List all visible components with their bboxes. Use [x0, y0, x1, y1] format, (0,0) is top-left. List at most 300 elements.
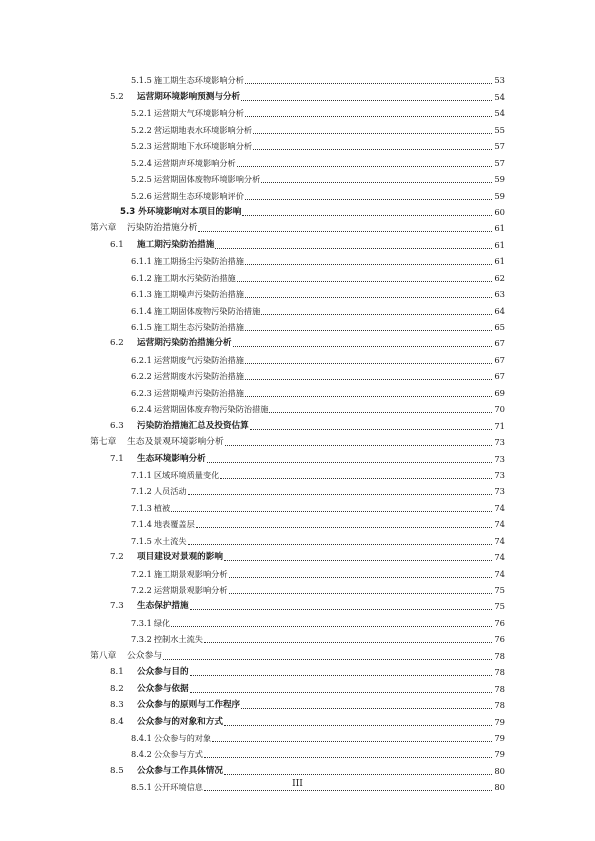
toc-entry-number: 5.2.3: [131, 141, 152, 152]
dot-leader: [242, 214, 492, 216]
toc-entry-label: [131, 584, 228, 597]
toc-entry-title: 公众参与的原则与工作程序: [137, 700, 241, 711]
dot-leader: [261, 313, 492, 315]
toc-entry-page: 63: [494, 289, 505, 300]
toc-entry-title: 运营期废水污染防治措施: [153, 371, 244, 382]
toc-entry-label: [110, 699, 240, 712]
toc-entry-page: 80: [494, 765, 505, 776]
toc-entry-number: 6.2.1: [131, 354, 152, 365]
toc-entry-number: 6.1.1: [131, 256, 152, 267]
toc-entry-page: 67: [494, 371, 505, 382]
toc-entry-page: 73: [494, 437, 505, 448]
toc-entry-number: 7.2: [110, 552, 124, 563]
toc-entry-page: 73: [494, 453, 505, 464]
toc-subsection-row[interactable]: [0, 285, 595, 301]
toc-entry-number: 6.1: [110, 239, 124, 250]
toc-entry-number: 5.2.6: [131, 190, 152, 201]
toc-entry-page: 57: [494, 157, 505, 168]
toc-entry-label: [131, 173, 260, 186]
toc-entry: [131, 71, 505, 87]
toc-entry-label: [131, 272, 236, 285]
toc-entry-page: 79: [494, 716, 505, 727]
dot-leader: [198, 230, 492, 232]
toc-entry: [110, 449, 505, 465]
toc-entry-title: 区域环境质量变化: [153, 469, 220, 480]
toc-entry: [131, 120, 505, 136]
toc-entry-title: 公众参与工作具体情况: [137, 765, 223, 776]
toc-entry-number: 第七章: [90, 437, 117, 448]
toc-entry-page: 54: [494, 108, 505, 119]
toc-entry-page: 75: [494, 601, 505, 612]
toc-entry-page: 78: [494, 650, 505, 661]
toc-entry-label: [131, 370, 244, 383]
toc-chapter-row[interactable]: [0, 219, 595, 235]
dot-leader: [224, 773, 492, 775]
toc-chapter-row[interactable]: [0, 646, 595, 662]
dot-leader: [245, 115, 492, 117]
toc-entry-title: 生态及景观环境影响分析: [127, 437, 224, 448]
toc-entry-title: 运营期环境影响预测与分析: [137, 91, 241, 102]
toc-entry-title: 运营期噪声污染防治措施: [153, 387, 244, 398]
toc-entry-number: 7.3: [110, 601, 124, 612]
toc-entry-page: 79: [494, 732, 505, 743]
toc-entry-title: 营运期地表水环境影响分析: [153, 124, 253, 135]
toc-entry-label: [131, 535, 187, 548]
toc-entry: [131, 137, 505, 153]
toc-section-row[interactable]: [0, 334, 595, 350]
dot-leader: [245, 395, 492, 397]
dot-leader: [220, 477, 492, 479]
dot-leader: [237, 280, 492, 282]
toc-entry-number: 6.2: [110, 338, 124, 349]
toc-entry-number: 5.2.2: [131, 124, 152, 135]
toc-entry-title: 施工期水污染防治措施: [153, 272, 236, 283]
toc-entry-label: [131, 140, 252, 153]
dot-leader: [225, 444, 492, 446]
toc-entry-label: [110, 666, 189, 679]
toc-entry-page: 69: [494, 387, 505, 398]
toc-subsection-row[interactable]: [0, 613, 595, 629]
toc-entry-label: [120, 206, 241, 219]
dot-leader: [237, 165, 492, 167]
toc-entry: [110, 679, 505, 695]
toc-entry: [131, 268, 505, 284]
dot-leader: [241, 707, 492, 709]
toc-entry-title: 施工期扬尘污染防治措施: [153, 256, 244, 267]
toc-entry-number: 5.2.1: [131, 108, 152, 119]
toc-section-row[interactable]: [0, 679, 595, 695]
toc-subsection-row[interactable]: [0, 252, 595, 268]
toc-subsection-row[interactable]: [0, 268, 595, 284]
toc-entry-title: 生态环境影响分析: [137, 453, 206, 464]
page-number: III: [292, 779, 303, 789]
toc-entry-title: 地表覆盖层: [153, 519, 195, 530]
toc-entry-label: [131, 403, 268, 416]
toc-entry-title: 公众参与的对象和方式: [137, 716, 223, 727]
toc-section-row[interactable]: [0, 712, 595, 728]
toc-subsection-row[interactable]: [0, 137, 595, 153]
toc-entry-title: 公众参与依据: [137, 683, 189, 694]
toc-entry-title: 运营期固体废弃物污染防治措施: [153, 404, 269, 415]
toc-entry-label: [110, 420, 249, 433]
toc-entry-label: [90, 650, 162, 663]
toc-entry-label: [131, 354, 244, 367]
toc-entry-title: 施工期噪声污染防治措施: [153, 289, 244, 300]
dot-leader: [245, 378, 492, 380]
toc-entry: [131, 285, 505, 301]
toc-entry-number: 8.5.1: [131, 782, 152, 793]
table-of-contents: [0, 71, 595, 794]
toc-subsection-row[interactable]: [0, 630, 595, 646]
dot-leader: [204, 641, 492, 643]
toc-entry-page: 80: [494, 782, 505, 793]
toc-section-row[interactable]: [0, 87, 595, 103]
toc-entry-label: [131, 255, 244, 268]
toc-entry-label: [131, 124, 252, 137]
toc-entry-page: 74: [494, 519, 505, 530]
toc-subsection-row[interactable]: [0, 400, 595, 416]
toc-section-row[interactable]: [0, 449, 595, 465]
toc-entry-page: 78: [494, 683, 505, 694]
toc-entry: [110, 761, 505, 777]
toc-subsection-row[interactable]: [0, 498, 595, 514]
toc-entry-page: 61: [494, 223, 505, 234]
dot-leader: [253, 132, 492, 134]
toc-entry-label: [131, 107, 244, 120]
toc-entry-page: 74: [494, 568, 505, 579]
toc-entry: [131, 729, 505, 745]
dot-leader: [269, 411, 492, 413]
toc-entry-page: 57: [494, 141, 505, 152]
toc-entry-number: 7.1: [110, 453, 124, 464]
toc-entry-number: 6.1.3: [131, 289, 152, 300]
toc-entry: [131, 498, 505, 514]
dot-leader: [215, 247, 492, 249]
dot-leader: [171, 625, 492, 627]
toc-entry: [131, 745, 505, 761]
toc-entry-title: 水土流失: [153, 535, 187, 546]
toc-entry-page: 74: [494, 502, 505, 513]
toc-entry: [110, 416, 505, 432]
toc-entry-title: 公众参与方式: [153, 749, 203, 760]
toc-subsection-row[interactable]: [0, 564, 595, 580]
toc-entry: [131, 564, 505, 580]
toc-entry-page: 61: [494, 239, 505, 250]
toc-entry-number: 7.2.1: [131, 568, 152, 579]
toc-entry: [120, 203, 505, 219]
toc-entry-title: 公众参与目的: [137, 667, 189, 678]
toc-entry-page: 78: [494, 700, 505, 711]
toc-entry-page: 54: [494, 91, 505, 102]
dot-leader: [188, 493, 492, 495]
toc-entry-title: 施工期污染防治措施: [137, 239, 215, 250]
toc-entry-label: [131, 502, 170, 515]
dot-leader: [245, 198, 492, 200]
dot-leader: [245, 263, 492, 265]
toc-subsection-row[interactable]: [0, 301, 595, 317]
toc-entry: [110, 696, 505, 712]
toc-entry-number: 5.2.4: [131, 157, 152, 168]
toc-entry-page: 76: [494, 617, 505, 628]
toc-subsection-row[interactable]: [0, 153, 595, 169]
toc-entry-number: 7.3.1: [131, 617, 152, 628]
toc-entry-label: [110, 683, 189, 696]
toc-entry-title: 公众参与的对象: [153, 732, 212, 743]
toc-entry-title: 项目建设对景观的影响: [137, 552, 223, 563]
dot-leader: [190, 674, 492, 676]
toc-entry-label: [131, 321, 244, 334]
toc-entry-number: 6.2.2: [131, 371, 152, 382]
toc-entry: [131, 613, 505, 629]
toc-entry-label: [90, 436, 224, 449]
toc-subsection-row[interactable]: [0, 71, 595, 87]
toc-entry: [110, 235, 505, 251]
toc-entry-page: 59: [494, 174, 505, 185]
toc-entry: [131, 466, 505, 482]
toc-entry-page: 74: [494, 535, 505, 546]
toc-entry: [110, 548, 505, 564]
toc-entry-title: 运营期固体废物环境影响分析: [153, 174, 261, 185]
dot-leader: [245, 296, 492, 298]
toc-entry-number: 第六章: [90, 223, 117, 234]
toc-entry-page: 67: [494, 338, 505, 349]
toc-entry-label: [110, 551, 223, 564]
dot-leader: [190, 608, 492, 610]
toc-entry-label: [110, 716, 223, 729]
toc-entry-label: [110, 239, 214, 252]
toc-entry-title: 5.3 外环境影响对本项目的影响: [120, 206, 242, 217]
toc-entry: [110, 87, 505, 103]
toc-entry-number: 8.5: [110, 765, 124, 776]
toc-entry: [131, 531, 505, 547]
dot-leader: [204, 756, 492, 758]
toc-entry-page: 70: [494, 404, 505, 415]
toc-entry: [131, 383, 505, 399]
toc-entry-label: [131, 617, 170, 630]
toc-entry-label: [110, 337, 232, 350]
toc-subsection-row[interactable]: [0, 104, 595, 120]
toc-entry-page: 61: [494, 256, 505, 267]
dot-leader: [207, 461, 492, 463]
toc-subsection-row[interactable]: [0, 466, 595, 482]
toc-entry-number: 6.1.2: [131, 272, 152, 283]
toc-entry-number: 7.1.4: [131, 519, 152, 530]
dot-leader: [224, 724, 492, 726]
toc-entry: [110, 597, 505, 613]
dot-leader: [224, 559, 492, 561]
toc-entry-page: 60: [494, 206, 505, 217]
toc-section-row[interactable]: [0, 548, 595, 564]
toc-entry: [131, 170, 505, 186]
toc-entry-number: 7.1.2: [131, 486, 152, 497]
toc-entry-number: 5.2: [110, 91, 124, 102]
toc-subsection-row[interactable]: [0, 383, 595, 399]
toc-entry-title: 运营期大气环境影响分析: [153, 108, 244, 119]
toc-entry-title: 运营期废气污染防治措施: [153, 354, 244, 365]
toc-entry-page: 73: [494, 486, 505, 497]
dot-leader: [163, 658, 492, 660]
toc-entry-page: 79: [494, 749, 505, 760]
toc-entry-title: 施工期景观影响分析: [153, 568, 228, 579]
toc-entry: [131, 153, 505, 169]
toc-subsection-row[interactable]: [0, 729, 595, 745]
toc-subsection-row[interactable]: [0, 581, 595, 597]
toc-subsection-row[interactable]: [0, 170, 595, 186]
toc-entry: [131, 186, 505, 202]
toc-subsection-row[interactable]: [0, 531, 595, 547]
toc-entry-number: 7.2.2: [131, 585, 152, 595]
toc-entry-page: 64: [494, 305, 505, 316]
toc-entry-number: 6.2.3: [131, 387, 152, 398]
toc-entry: [90, 646, 505, 662]
toc-entry-number: 8.1: [110, 667, 124, 678]
toc-entry-page: 59: [494, 190, 505, 201]
toc-section-row[interactable]: [0, 597, 595, 613]
dot-leader: [253, 148, 492, 150]
toc-subsection-row[interactable]: [0, 367, 595, 383]
toc-entry-title: 人员活动: [153, 486, 187, 497]
toc-entry-number: 8.2: [110, 683, 124, 694]
toc-entry-title: 施工期生态环境影响分析: [153, 75, 244, 86]
toc-entry-title: 运营期生态环境影响评价: [153, 190, 244, 201]
toc-entry-number: 7.1.5: [131, 535, 152, 546]
toc-entry: [131, 581, 505, 597]
toc-subsection-row[interactable]: [0, 120, 595, 136]
toc-entry-page: 74: [494, 552, 505, 563]
toc-entry-label: [131, 633, 203, 646]
toc-entry-label: [131, 157, 236, 170]
toc-entry-page: 76: [494, 634, 505, 645]
toc-entry-title: 污染防治措施汇总及投资估算: [137, 420, 249, 431]
dot-leader: [204, 789, 492, 791]
toc-entry-number: 5.1.5: [131, 75, 152, 86]
toc-entry-title: 植被: [153, 502, 171, 513]
toc-entry: [90, 219, 505, 235]
toc-subsection-row[interactable]: [0, 515, 595, 531]
toc-entry-title: 运营期景观影响分析: [153, 585, 228, 595]
toc-entry-title: 运营期声环境影响分析: [153, 157, 236, 168]
toc-entry-title: 生态保护措施: [137, 601, 189, 612]
toc-subsection-row[interactable]: [0, 350, 595, 366]
toc-entry-number: 6.1.5: [131, 322, 152, 332]
toc-entry-number: 5.2.5: [131, 174, 152, 185]
dot-leader: [245, 329, 492, 331]
toc-entry: [131, 318, 505, 334]
toc-entry-label: [131, 732, 211, 745]
toc-entry-page: 67: [494, 354, 505, 365]
toc-entry: [131, 400, 505, 416]
toc-entry-page: 73: [494, 469, 505, 480]
dot-leader: [241, 99, 492, 101]
toc-entry-title: 运营期污染防治措施分析: [137, 338, 232, 349]
toc-entry-title: 施工期生态污染防治措施: [153, 322, 244, 332]
toc-entry-label: [110, 91, 240, 104]
toc-entry-number: 第八章: [90, 650, 117, 661]
toc-entry: [90, 433, 505, 449]
toc-entry-number: 7.3.2: [131, 634, 152, 645]
toc-subsection-row[interactable]: [0, 186, 595, 202]
toc-entry-label: [110, 600, 189, 613]
toc-subsection-row[interactable]: [0, 482, 595, 498]
toc-entry-title: 控制水土流失: [153, 634, 203, 645]
toc-entry-number: 8.3: [110, 700, 124, 711]
toc-entry-title: 运营期地下水环境影响分析: [153, 141, 253, 152]
toc-entry-label: [110, 453, 206, 466]
toc-entry-number: 6.3: [110, 420, 124, 431]
toc-entry-label: [131, 518, 195, 531]
toc-entry-label: [131, 74, 244, 87]
toc-entry-page: 55: [494, 124, 505, 135]
toc-entry-title: 公众参与: [127, 650, 163, 661]
toc-entry-label: [131, 387, 244, 400]
toc-entry-number: 8.4: [110, 716, 124, 727]
dot-leader: [196, 526, 492, 528]
toc-entry-title: 污染防治措施分析: [127, 223, 198, 234]
toc-entry-label: [131, 748, 203, 761]
dot-leader: [229, 576, 492, 578]
toc-entry-page: 71: [494, 420, 505, 431]
toc-entry-label: [131, 469, 219, 482]
dot-leader: [188, 543, 492, 545]
toc-section-row[interactable]: [0, 235, 595, 251]
toc-entry-page: 65: [494, 322, 505, 332]
toc-entry-page: 62: [494, 272, 505, 283]
toc-entry-label: [131, 190, 244, 203]
toc-subsection-row[interactable]: [0, 745, 595, 761]
dot-leader: [171, 510, 492, 512]
toc-section-row[interactable]: [0, 663, 595, 679]
dot-leader: [261, 181, 492, 183]
toc-entry: [110, 663, 505, 679]
toc-subsection-row[interactable]: [0, 318, 595, 334]
toc-entry: [131, 104, 505, 120]
toc-entry-number: 8.4.2: [131, 749, 152, 760]
toc-entry-title: 公开环境信息: [153, 782, 203, 793]
toc-entry-number: 6.1.4: [131, 305, 152, 316]
toc-entry: [131, 301, 505, 317]
toc-entry-label: [131, 305, 260, 318]
toc-chapter-row[interactable]: [0, 433, 595, 449]
dot-leader: [212, 740, 492, 742]
toc-entry-title: 绿化: [153, 617, 171, 628]
toc-entry: [131, 482, 505, 498]
toc-section-row[interactable]: [0, 696, 595, 712]
toc-entry-number: 8.4.1: [131, 732, 152, 743]
toc-entry-label: [131, 485, 187, 498]
toc-entry: [131, 252, 505, 268]
toc-entry-page: 78: [494, 667, 505, 678]
dot-leader: [245, 82, 492, 84]
toc-section-row[interactable]: [0, 203, 595, 219]
dot-leader: [245, 362, 492, 364]
toc-entry-number: 7.1.3: [131, 502, 152, 513]
toc-entry: [131, 350, 505, 366]
toc-section-row[interactable]: [0, 761, 595, 777]
toc-entry-label: [131, 568, 228, 581]
toc-entry-number: 7.1.1: [131, 469, 152, 480]
dot-leader: [250, 428, 492, 430]
toc-entry-number: 6.2.4: [131, 404, 152, 415]
dot-leader: [190, 691, 492, 693]
toc-entry: [131, 367, 505, 383]
toc-entry-page: 75: [494, 585, 505, 595]
toc-entry-label: [90, 222, 197, 235]
toc-entry-label: [131, 288, 244, 301]
dot-leader: [229, 592, 492, 594]
toc-entry-page: 53: [494, 75, 505, 86]
toc-section-row[interactable]: [0, 416, 595, 432]
toc-entry-label: [110, 765, 223, 778]
